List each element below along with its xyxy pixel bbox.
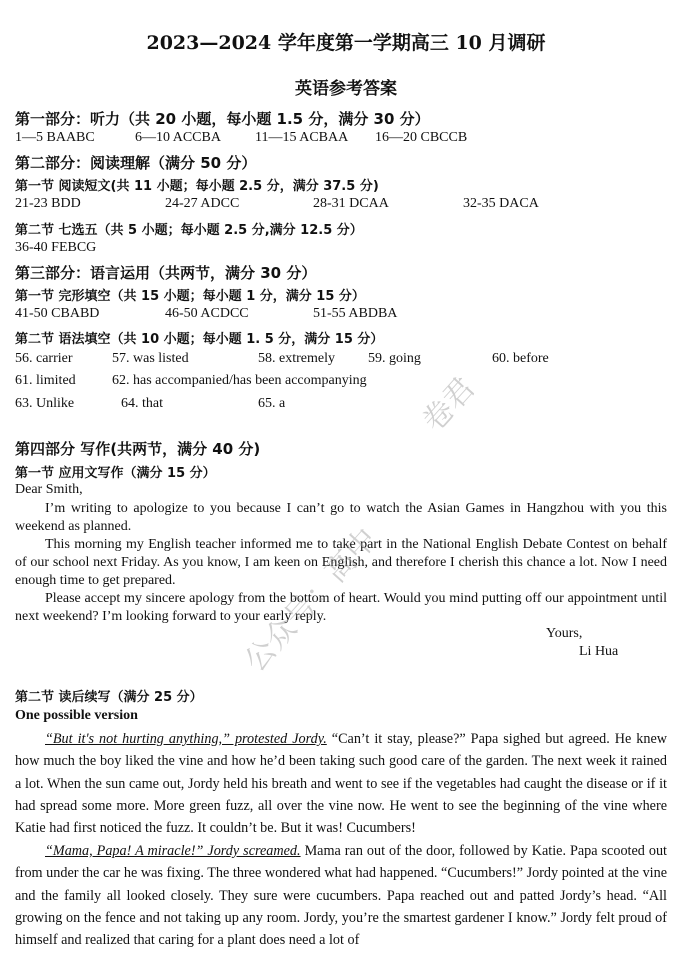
grammar-answer-57: 57. was listed bbox=[112, 351, 189, 366]
letter-paragraph-3: Please accept my sincere apology from the bottom of heart. Would you mind putting off our appointment until next weekend? I’m looking forward to your early reply. bbox=[15, 591, 667, 624]
paragraph-1-opening: “But it's not hurting anything,” protested Jordy. bbox=[45, 731, 327, 747]
part4-section1-heading: 第一节 应用文写作（满分 15 分） bbox=[15, 466, 216, 481]
part3-section1-heading: 第一节 完形填空（共 15 小题；每小题 1 分，满分 15 分） bbox=[15, 289, 365, 304]
part1-answer-2: 6—10 ACCBA bbox=[135, 130, 221, 145]
letter-paragraph-1: I’m writing to apologize to you because I can’t go to watch the Asian Games in Hangzhou with you this weekend as planned. bbox=[15, 501, 667, 534]
grammar-answer-63: 63. Unlike bbox=[15, 396, 75, 411]
part2-answer-3: 28-31 DCAA bbox=[313, 196, 389, 211]
part2-section2-heading: 第二节 七选五（共 5 小题；每小题 2.5 分,满分 12.5 分） bbox=[15, 223, 363, 238]
part2-section2-answer: 36-40 FEBCG bbox=[15, 240, 97, 255]
part3-answer-3: 51-55 ABDBA bbox=[313, 306, 398, 321]
part1-answer-1: 1—5 BAABC bbox=[15, 130, 95, 145]
letter-greeting: Dear Smith, bbox=[15, 482, 83, 497]
part2-answer-2: 24-27 ADCC bbox=[165, 196, 240, 211]
grammar-answer-56: 56. carrier bbox=[15, 351, 73, 366]
part1-answer-4: 16—20 CBCCB bbox=[375, 130, 468, 145]
letter-paragraph-2: This morning my English teacher informed me to take part in the National English Debate Contest on behalf of our school next Friday. As you know, I am keen on English, and therefore I cherish this chance a lot. Now I need enough time to get prepared. bbox=[15, 537, 667, 588]
grammar-answer-61: 61. limited bbox=[15, 373, 76, 388]
part2-section1-heading: 第一节 阅读短文(共 11 小题；每小题 2.5 分，满分 37.5 分) bbox=[15, 179, 379, 194]
grammar-answer-58: 58. extremely bbox=[258, 351, 335, 366]
page-subtitle: 英语参考答案 bbox=[295, 79, 397, 99]
grammar-answer-65: 65. a bbox=[258, 396, 286, 411]
part4-section2-heading: 第二节 读后续写（满分 25 分） bbox=[15, 690, 203, 705]
grammar-answer-60: 60. before bbox=[492, 351, 549, 366]
paragraph-2-opening: “Mama, Papa! A miracle!” Jordy screamed. bbox=[45, 843, 301, 859]
part1-answer-3: 11—15 ACBAA bbox=[255, 130, 349, 145]
part1-heading: 第一部分：听力（共 20 小题，每小题 1.5 分，满分 30 分） bbox=[15, 110, 430, 128]
grammar-answer-64: 64. that bbox=[121, 396, 163, 411]
watermark-text-1: 公众号：高中 bbox=[237, 521, 385, 679]
continuation-paragraph-2 bbox=[15, 840, 667, 951]
part2-answer-1: 21-23 BDD bbox=[15, 196, 81, 211]
letter-closing: Yours, bbox=[546, 626, 583, 641]
part3-answer-2: 46-50 ACDCC bbox=[165, 306, 249, 321]
grammar-answer-59: 59. going bbox=[368, 351, 421, 366]
page-title: 2023—2024 学年度第一学期高三 10 月调研 bbox=[146, 32, 546, 54]
watermark-text-2: 卷君 bbox=[415, 370, 483, 439]
continuation-paragraph-1 bbox=[15, 728, 667, 839]
grammar-answer-62: 62. has accompanied/has been accompanying bbox=[112, 373, 367, 388]
paragraph-1-body: “Can’t it stay, please?” Papa sighed but agreed. He knew how much the boy liked the vine and how he’d been taking such good care of the garden. The next week it rained a lot. When the sun came out, Jordy held his breath and went to see if the vegetables had caught the disease or if it had spread some more. More green fuzz, all over the vine now. He went to see the beginning of the vine where Katie had first noticed the fuzz. It couldn’t be. But it was! Cucumbers! bbox=[15, 731, 668, 837]
part4-heading: 第四部分 写作(共两节，满分 40 分) bbox=[15, 440, 261, 458]
paragraph-2-body: Mama ran out of the door, followed by Katie. Papa scooted out from under the car he was fixing. The three wondered what had happened. “Cucumbers!” Jordy pointed at the vine and the family all looked closely. They sure were cucumbers. Papa reached out and patted Jordy’s head. “All growing on the fence and not taking up any room. Jordy, you’re the smartest gardener I know.” Jordy felt proud of himself and realized that caring for a plant does need a lot of bbox=[15, 843, 667, 949]
part2-answer-4: 32-35 DACA bbox=[463, 196, 539, 211]
letter-signature: Li Hua bbox=[579, 644, 619, 659]
part3-answer-1: 41-50 CBABD bbox=[15, 306, 100, 321]
part2-heading: 第二部分：阅读理解（满分 50 分） bbox=[15, 154, 257, 172]
version-label: One possible version bbox=[15, 708, 138, 723]
part3-section2-heading: 第二节 语法填空（共 10 小题；每小题 1. 5 分，满分 15 分） bbox=[15, 332, 384, 347]
part3-heading: 第三部分：语言运用（共两节，满分 30 分） bbox=[15, 264, 317, 282]
